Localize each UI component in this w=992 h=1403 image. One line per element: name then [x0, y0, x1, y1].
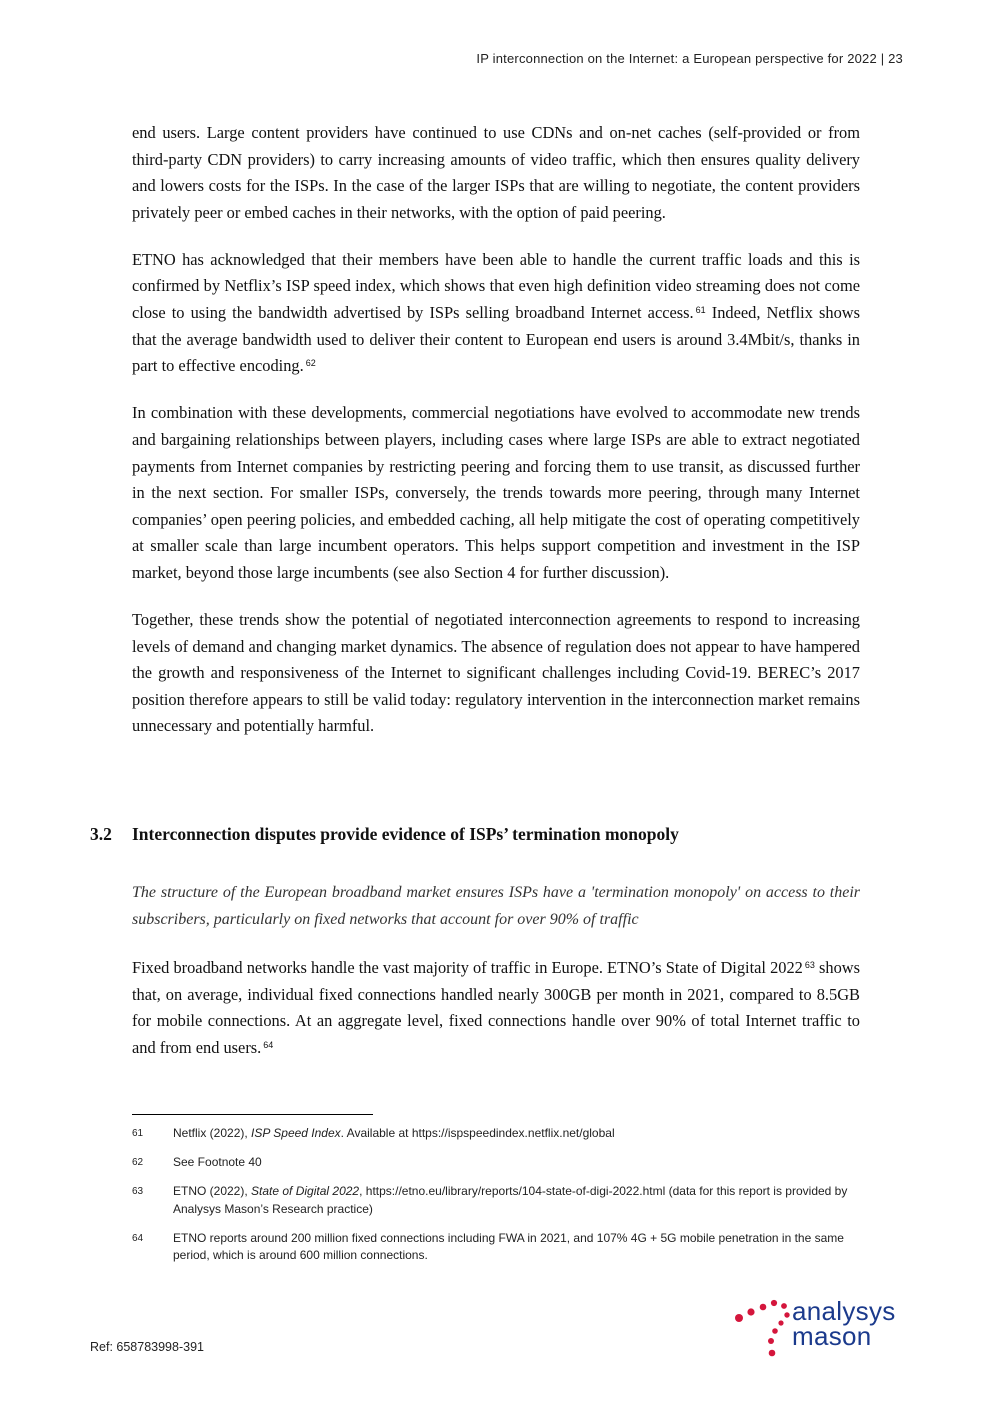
section-summary: The structure of the European broadband market ensures ISPs have a 'termination monopoly' on access to their subscribers, particularly on fixed networks that account for over 90% of traffic: [132, 884, 860, 928]
paragraph: Together, these trends show the potential of negotiated interconnection agreements to respond to increasing levels of demand and changing market dynamics. The absence of regulation does not appear to have hampered the growth and responsiveness of the Internet to significant challenges including Covid-19. BEREC’s 2017 position therefore appears to still be valid today: regulatory intervention in the interconnection market remains unnecessary and potentially harmful.: [132, 610, 860, 736]
footnote-text: ETNO reports around 200 million fixed connections including FWA in 2021, and 107% 4G + 5G mobile penetration in the same period, which is around 600 million connections.: [173, 1230, 844, 1262]
section-body: [132, 955, 860, 1082]
footnotes: [132, 1125, 852, 1276]
footnote-text: See Footnote 40: [173, 1155, 262, 1169]
footnote-divider: [132, 1114, 373, 1115]
footnote-ref[interactable]: 62: [305, 358, 316, 369]
footnote-ref[interactable]: 61: [695, 305, 706, 316]
paragraph: Fixed broadband networks handle the vast majority of traffic in Europe. ETNO’s State of Digital 2022 $^{63}$ shows that, on average, individual fixed connections handled nearly 300GB per month in 2021, compared to 8.5GB for mobile connections. At an aggregate level, fixed connections handle over 90% of total Internet traffic to and from end users. $^{64}$: [132, 958, 860, 1057]
logo-line-2: mason: [792, 1321, 872, 1351]
section-title: Interconnection disputes provide evidence of ISPs’ termination monopoly: [132, 824, 679, 844]
paragraph: In combination with these developments, commercial negotiations have evolved to accommodate new trends and bargaining relationships between players, including cases where large ISPs are able to extract negotiated payments from Internet companies by restricting peering and forcing them to use transit, as discussed further in the next section. For smaller ISPs, conversely, the trends towards more peering, through many Internet companies’ open peering policies, and embedded caching, all help mitigate the cost of operating competitively at smaller scale than large incumbent operators. This helps support competition and investment in the ISP market, beyond those large incumbents (see also Section 4 for further discussion).: [132, 403, 860, 582]
footnote-ref[interactable]: 63: [804, 960, 815, 970]
footnote-number: 62: [132, 1157, 144, 1168]
running-header: [476, 51, 903, 66]
header-title: IP interconnection on the Internet: a European perspective for 2022: [476, 51, 877, 66]
footnote: [132, 1154, 852, 1172]
section-heading: [90, 824, 679, 845]
footnote-text: Netflix (2022), ISP Speed Index. Available at https://ispspeedindex.netflix.net/global: [173, 1126, 615, 1140]
logo-line-1: analysys: [792, 1296, 896, 1326]
main-body: [132, 120, 860, 760]
footnote: [132, 1230, 852, 1265]
footnote: [132, 1183, 852, 1218]
footnote-number: 61: [132, 1128, 144, 1139]
footnote-ref[interactable]: 64: [263, 1039, 274, 1050]
page-number: 23: [888, 51, 903, 66]
logo-wordmark: [792, 1296, 896, 1351]
paragraph: ETNO has acknowledged that their members have been able to handle the current traffic loads and this is confirmed by Netflix’s ISP speed index, which shows that even high definition video streaming does not come close to using the bandwidth advertised by ISPs selling broadband Internet access. $^{61}$ Indeed, Netflix shows that the average bandwidth used to deliver their content to European end users is around 3.4Mbit/s, thanks in part to effective encoding. $^{62}$: [132, 249, 860, 376]
footnote: [132, 1125, 852, 1143]
footnote-text: ETNO (2022), State of Digital 2022, https://etno.eu/library/reports/104-state-of-digi-2022.html (data for this report is provided by Analysys Mason’s Research practice): [173, 1184, 848, 1216]
logo-dots-icon: [732, 1297, 792, 1361]
section-number: 3.2: [90, 824, 112, 844]
footnote-number: 64: [132, 1232, 144, 1244]
analysys-mason-logo: [732, 1297, 922, 1361]
paragraph: end users. Large content providers have continued to use CDNs and on-net caches (self-provided or from third-party CDN providers) to carry increasing amounts of video traffic, which then ensures quality delivery and lowers costs for the ISPs. In the case of the larger ISPs that are willing to negotiate, the content providers privately peer or embed caches in their networks, with the option of paid peering.: [132, 123, 860, 222]
footnote-number: 63: [132, 1186, 144, 1197]
document-reference: Ref: 658783998-391: [90, 1340, 204, 1354]
header-separator: |: [880, 51, 885, 66]
